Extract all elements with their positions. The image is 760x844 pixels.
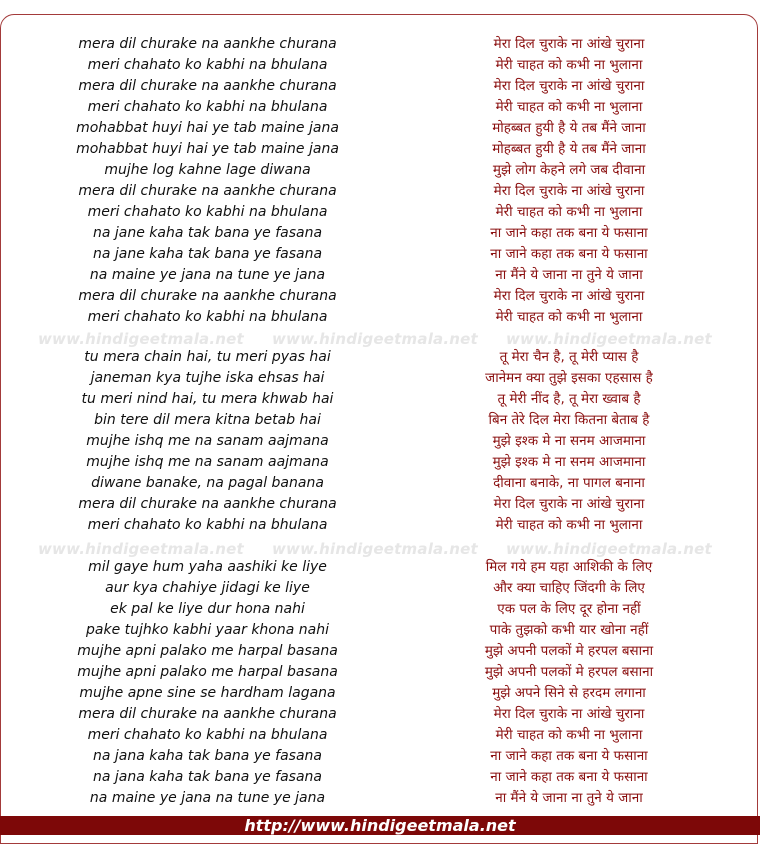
lyric-line-roman: diwane banake, na pagal banana	[91, 475, 324, 491]
lyric-line-hindi: मेरी चाहत को कभी ना भुलाना	[495, 204, 643, 220]
lyric-line-roman: mohabbat huyi hai ye tab maine jana	[76, 141, 339, 157]
lyric-line-roman: mera dil churake na aankhe churana	[78, 78, 337, 94]
lyric-line-hindi: मेरा दिल चुराके ना आंखे चुराना	[493, 288, 645, 304]
lyric-line-hindi: ना जाने कहा तक बना ये फसाना	[490, 246, 648, 262]
lyric-line-roman: mera dil churake na aankhe churana	[78, 496, 337, 512]
lyric-line-hindi: मिल गये हम यहा आशिकी के लिए	[485, 559, 653, 575]
lyric-line-roman: janeman kya tujhe iska ehsas hai	[90, 370, 325, 386]
lyric-line-roman: mujhe apni palako me harpal basana	[77, 664, 338, 680]
lyric-line-roman: na maine ye jana na tune ye jana	[89, 790, 326, 806]
lyric-line-roman: tu meri nind hai, tu mera khwab hai	[81, 391, 334, 407]
lyric-line-roman: na jana kaha tak bana ye fasana	[92, 769, 323, 785]
lyric-line-hindi: बिन तेरे दिल मेरा कितना बेताब है	[488, 412, 650, 428]
lyric-line-roman: mujhe log kahne lage diwana	[104, 162, 311, 178]
lyric-line-hindi: एक पल के लिए दूर होना नहीं	[497, 601, 641, 617]
lyric-line-hindi: ना मैंने ये जाना ना तुने ये जाना	[495, 790, 643, 806]
lyric-line-hindi: मेरा दिल चुराके ना आंखे चुराना	[493, 78, 645, 94]
lyric-line-hindi: मुझे अपनी पलकों मे हरपल बसाना	[484, 643, 654, 659]
lyric-line-roman: meri chahato ko kabhi na bhulana	[87, 204, 328, 220]
lyric-line-hindi: मेरी चाहत को कभी ना भुलाना	[495, 57, 643, 73]
footer-url[interactable]: http://www.hindigeetmala.net	[0, 816, 760, 835]
lyric-line-roman: mujhe apni palako me harpal basana	[77, 643, 338, 659]
lyric-line-roman: bin tere dil mera kitna betab hai	[94, 412, 321, 428]
lyric-line-hindi: मुझे अपनी पलकों मे हरपल बसाना	[484, 664, 654, 680]
lyric-line-hindi: मुझे इश्क मे ना सनम आजमाना	[492, 454, 646, 470]
lyric-line-hindi: मुझे इश्क मे ना सनम आजमाना	[492, 433, 646, 449]
lyric-line-roman: na maine ye jana na tune ye jana	[89, 267, 326, 283]
lyric-line-roman: meri chahato ko kabhi na bhulana	[87, 57, 328, 73]
lyric-line-roman: na jane kaha tak bana ye fasana	[92, 225, 323, 241]
lyric-line-hindi: मोहब्बत हुयी है ये तब मैंने जाना	[492, 120, 646, 136]
lyric-line-hindi: मेरा दिल चुराके ना आंखे चुराना	[493, 183, 645, 199]
lyric-line-hindi: मेरी चाहत को कभी ना भुलाना	[495, 309, 643, 325]
lyric-line-roman: na jane kaha tak bana ye fasana	[92, 246, 323, 262]
lyric-line-roman: meri chahato ko kabhi na bhulana	[87, 727, 328, 743]
lyric-line-roman: mujhe apne sine se hardham lagana	[79, 685, 336, 701]
lyric-line-roman: mujhe ishq me na sanam aajmana	[86, 433, 329, 449]
lyric-line-hindi: मेरा दिल चुराके ना आंखे चुराना	[493, 496, 645, 512]
watermark-text: www.hindigeetmala.net	[506, 330, 712, 348]
lyric-line-hindi: तू मेरी नींद है, तू मेरा ख्वाब है	[497, 391, 641, 407]
watermark-text: www.hindigeetmala.net	[272, 330, 478, 348]
lyric-line-hindi: मेरी चाहत को कभी ना भुलाना	[495, 99, 643, 115]
lyric-line-roman: mujhe ishq me na sanam aajmana	[86, 454, 329, 470]
lyric-line-hindi: ना जाने कहा तक बना ये फसाना	[490, 225, 648, 241]
lyric-line-hindi: मेरी चाहत को कभी ना भुलाना	[495, 517, 643, 533]
lyric-line-hindi: मेरा दिल चुराके ना आंखे चुराना	[493, 36, 645, 52]
lyric-line-hindi: मुझे अपने सिने से हरदम लगाना	[492, 685, 646, 701]
lyric-line-hindi: और क्या चाहिए जिंदगी के लिए	[493, 580, 645, 596]
watermark-text: www.hindigeetmala.net	[38, 540, 244, 558]
watermark-text: www.hindigeetmala.net	[38, 330, 244, 348]
lyric-line-roman: meri chahato ko kabhi na bhulana	[87, 309, 328, 325]
lyric-line-hindi: तू मेरा चैन है, तू मेरी प्यास है	[499, 349, 639, 365]
lyric-line-roman: aur kya chahiye jidagi ke liye	[105, 580, 310, 596]
lyric-line-hindi: मोहब्बत हुयी है ये तब मैंने जाना	[492, 141, 646, 157]
watermark-text: www.hindigeetmala.net	[272, 540, 478, 558]
lyric-line-roman: mera dil churake na aankhe churana	[78, 288, 337, 304]
lyric-line-hindi: ना जाने कहा तक बना ये फसाना	[490, 748, 648, 764]
lyric-line-hindi: मुझे लोग केहने लगे जब दीवाना	[492, 162, 646, 178]
lyric-line-roman: meri chahato ko kabhi na bhulana	[87, 517, 328, 533]
lyric-line-hindi: मेरी चाहत को कभी ना भुलाना	[495, 727, 643, 743]
lyric-line-roman: ek pal ke liye dur hona nahi	[110, 601, 305, 617]
lyric-line-roman: pake tujhko kabhi yaar khona nahi	[86, 622, 329, 638]
lyric-line-roman: mera dil churake na aankhe churana	[78, 36, 337, 52]
lyric-line-roman: mera dil churake na aankhe churana	[78, 706, 337, 722]
lyric-line-hindi: ना जाने कहा तक बना ये फसाना	[490, 769, 648, 785]
lyric-line-roman: mohabbat huyi hai ye tab maine jana	[76, 120, 339, 136]
lyric-line-roman: tu mera chain hai, tu meri pyas hai	[84, 349, 331, 365]
lyric-line-hindi: पाके तुझको कभी यार खोना नहीं	[489, 622, 649, 638]
lyric-line-roman: mera dil churake na aankhe churana	[78, 183, 337, 199]
lyric-line-hindi: ना मैंने ये जाना ना तुने ये जाना	[495, 267, 643, 283]
lyric-line-hindi: जानेमन क्या तुझे इसका एहसास है	[485, 370, 653, 386]
lyric-line-roman: meri chahato ko kabhi na bhulana	[87, 99, 328, 115]
lyric-line-roman: mil gaye hum yaha aashiki ke liye	[88, 559, 327, 575]
lyric-line-roman: na jana kaha tak bana ye fasana	[92, 748, 323, 764]
lyric-line-hindi: दीवाना बनाके, ना पागल बनाना	[493, 475, 645, 491]
lyric-line-hindi: मेरा दिल चुराके ना आंखे चुराना	[493, 706, 645, 722]
watermark-text: www.hindigeetmala.net	[506, 540, 712, 558]
